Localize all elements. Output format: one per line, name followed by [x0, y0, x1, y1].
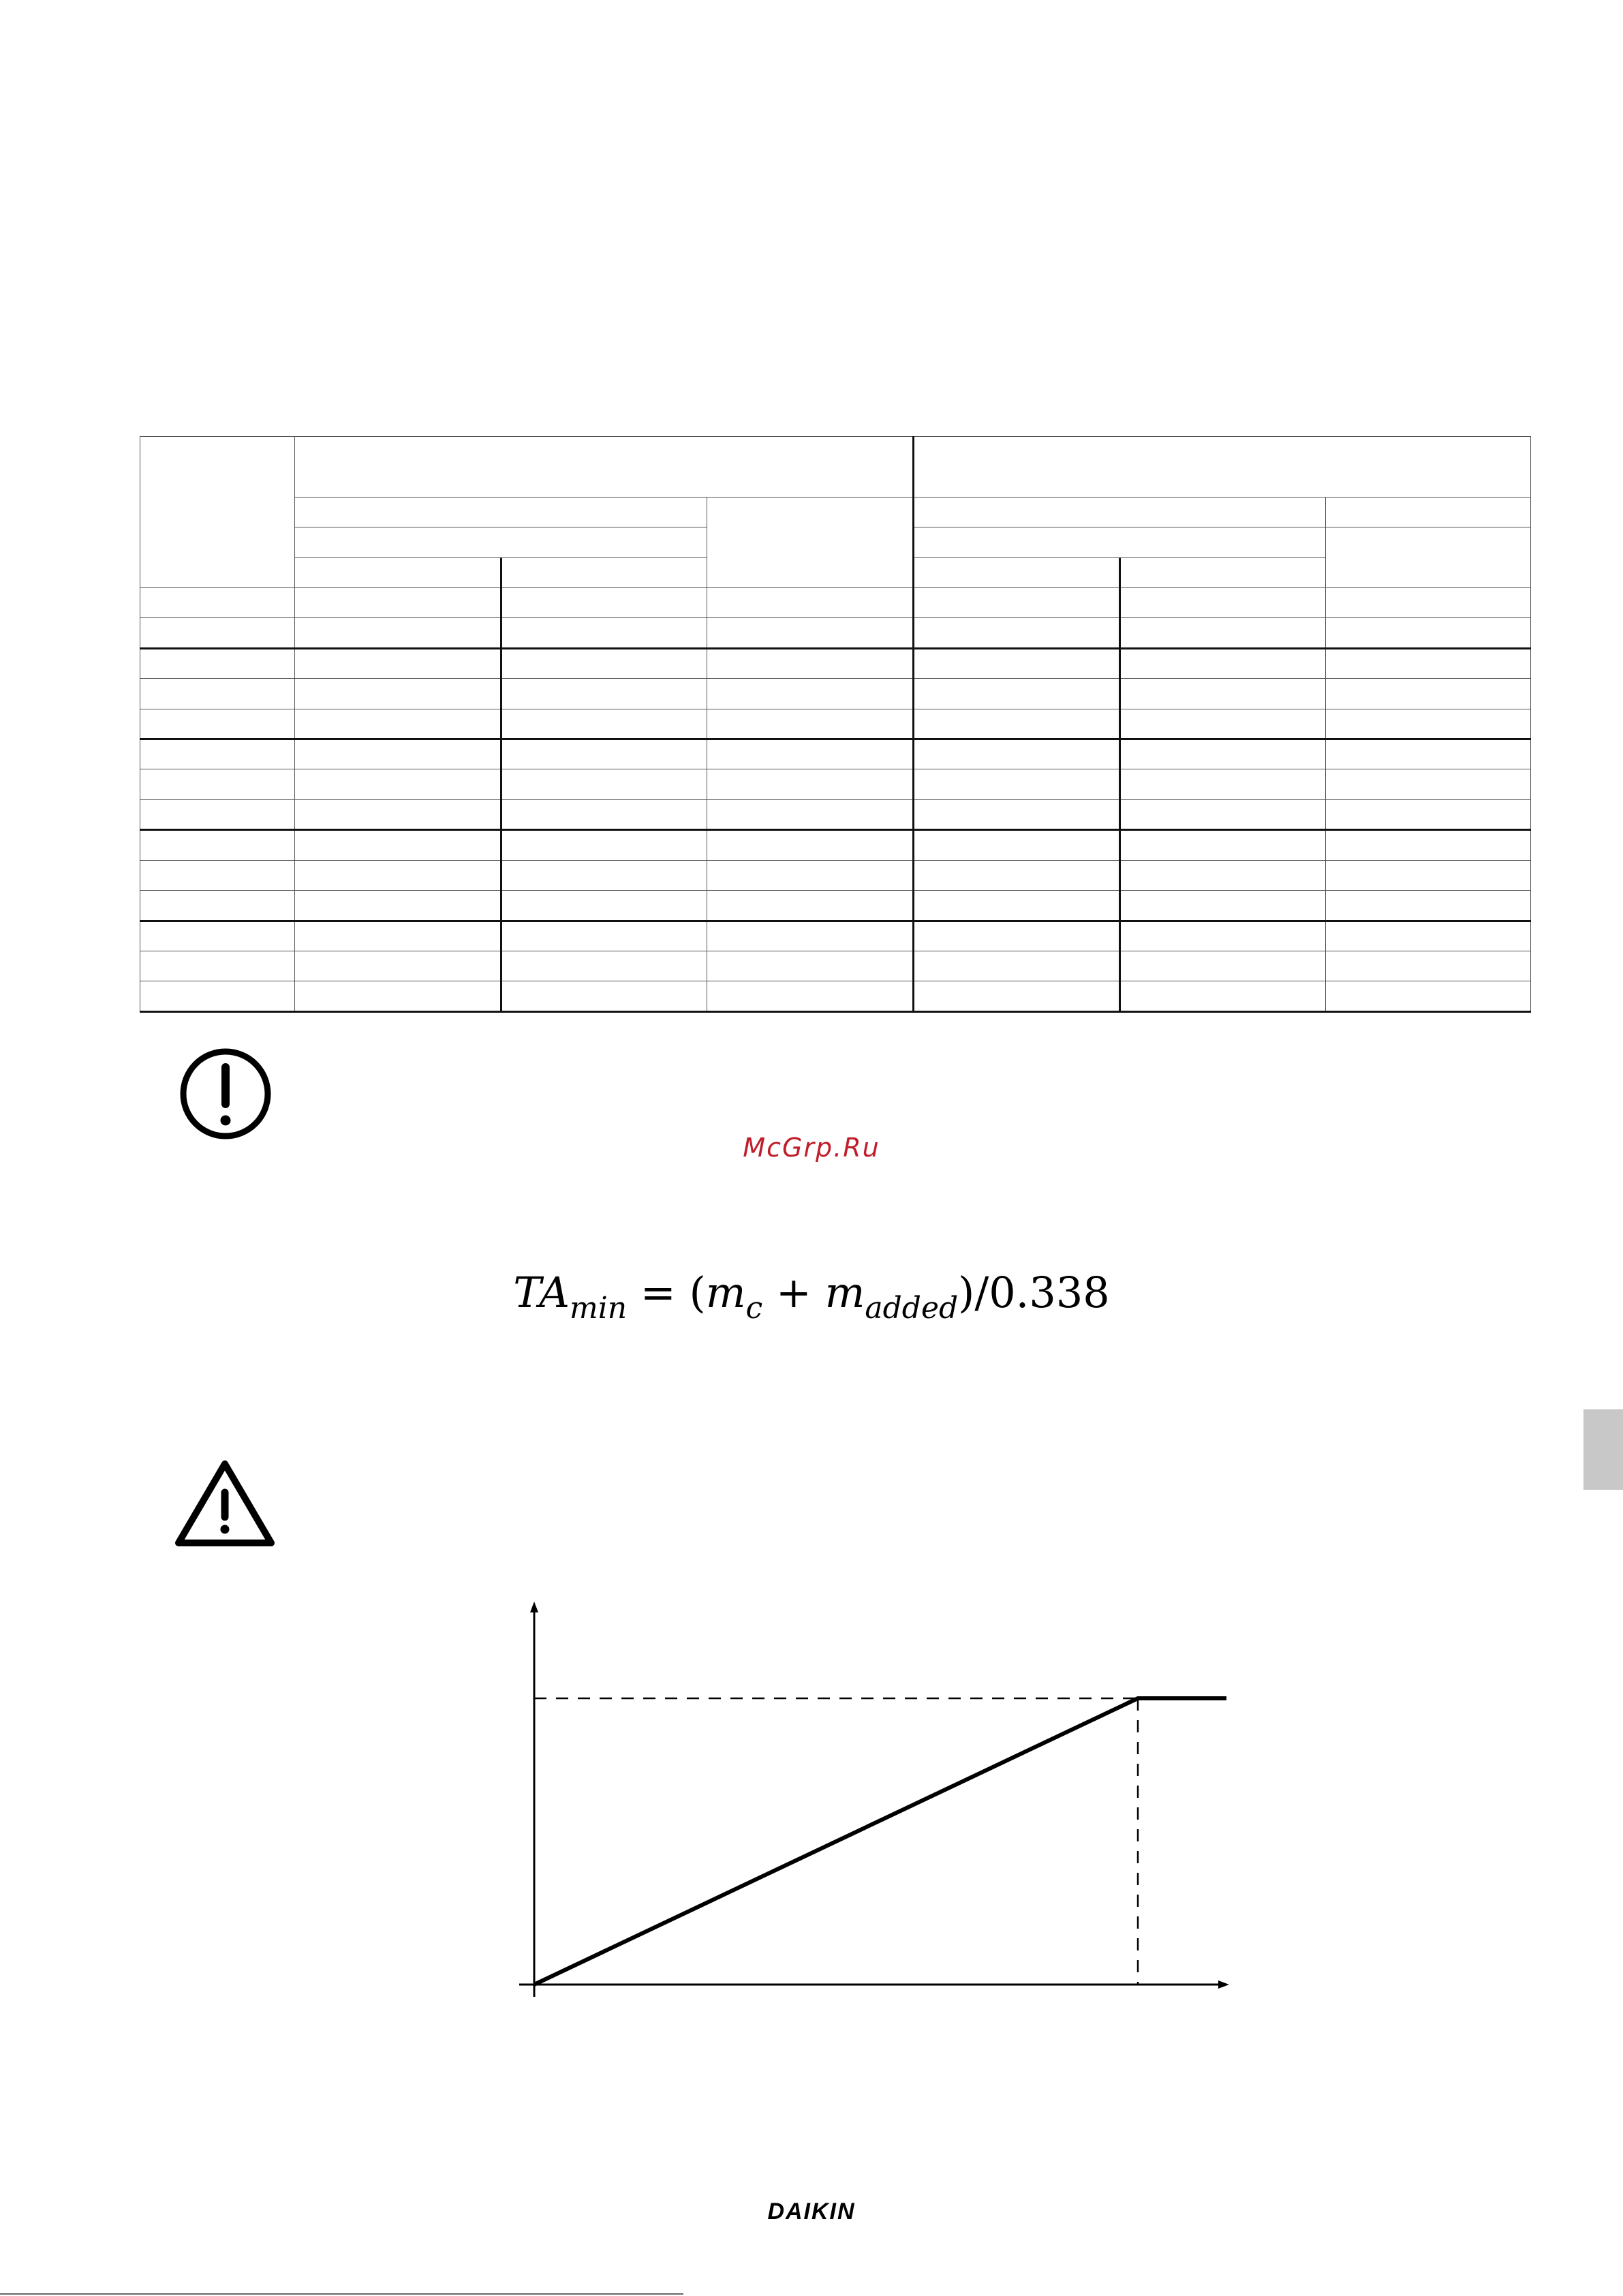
table-row [140, 648, 1531, 678]
limit-graph [504, 1595, 1240, 2017]
table-subheader-b1-unit [914, 527, 1326, 557]
table-row [140, 769, 1531, 799]
table-row [140, 981, 1531, 1012]
watermark: McGrp.Ru [743, 1133, 880, 1163]
table-col-a2 [501, 557, 707, 587]
table-row [140, 891, 1531, 921]
table-row [140, 830, 1531, 860]
table-col-b2 [1120, 557, 1326, 587]
table-row [140, 709, 1531, 739]
table-col-a1 [295, 557, 501, 587]
formula-term2-sub: added [865, 1291, 959, 1326]
table-col-b1 [914, 557, 1120, 587]
table-row [140, 588, 1531, 618]
table-row [140, 618, 1531, 648]
formula-lhs: TA [513, 1268, 570, 1317]
table-row [140, 860, 1531, 890]
data-table [140, 436, 1531, 1013]
formula-term1-sub: c [745, 1291, 763, 1326]
table-header-group-a [295, 437, 914, 498]
footer-rule [0, 2293, 683, 2295]
warning-triangle-icon [172, 1457, 278, 1550]
formula-term2: m [824, 1268, 865, 1317]
formula-term1: m [705, 1268, 746, 1317]
formula-open: ( [689, 1268, 706, 1317]
graph-x-axis-arrow [1218, 1980, 1229, 1989]
section-tab [1583, 1409, 1623, 1490]
table-row [140, 679, 1531, 709]
formula-plus: + [775, 1268, 812, 1317]
daikin-logo: DAIKIN [767, 2199, 856, 2224]
formula-lhs-sub: min [570, 1291, 628, 1326]
graph-y-axis-arrow [530, 1602, 538, 1612]
table-subheader-a2 [707, 497, 914, 587]
formula-equals: = [640, 1268, 676, 1317]
table-subheader-b1 [914, 497, 1326, 527]
table-row [140, 799, 1531, 829]
table-row [140, 951, 1531, 981]
table-subheader-b2-unit [1326, 527, 1531, 588]
exclamation-circle-icon [176, 1044, 275, 1144]
table-header-corner [140, 437, 295, 588]
table-row [140, 921, 1531, 951]
formula-close-div: )/0.338 [958, 1268, 1110, 1317]
formula [0, 1268, 1623, 1326]
graph-curve [534, 1698, 1226, 1985]
table-row [140, 739, 1531, 769]
table-subheader-a1 [295, 497, 707, 527]
table-subheader-a1-unit [295, 527, 707, 557]
table-subheader-b2 [1326, 497, 1531, 527]
table-header-group-b [914, 437, 1531, 498]
